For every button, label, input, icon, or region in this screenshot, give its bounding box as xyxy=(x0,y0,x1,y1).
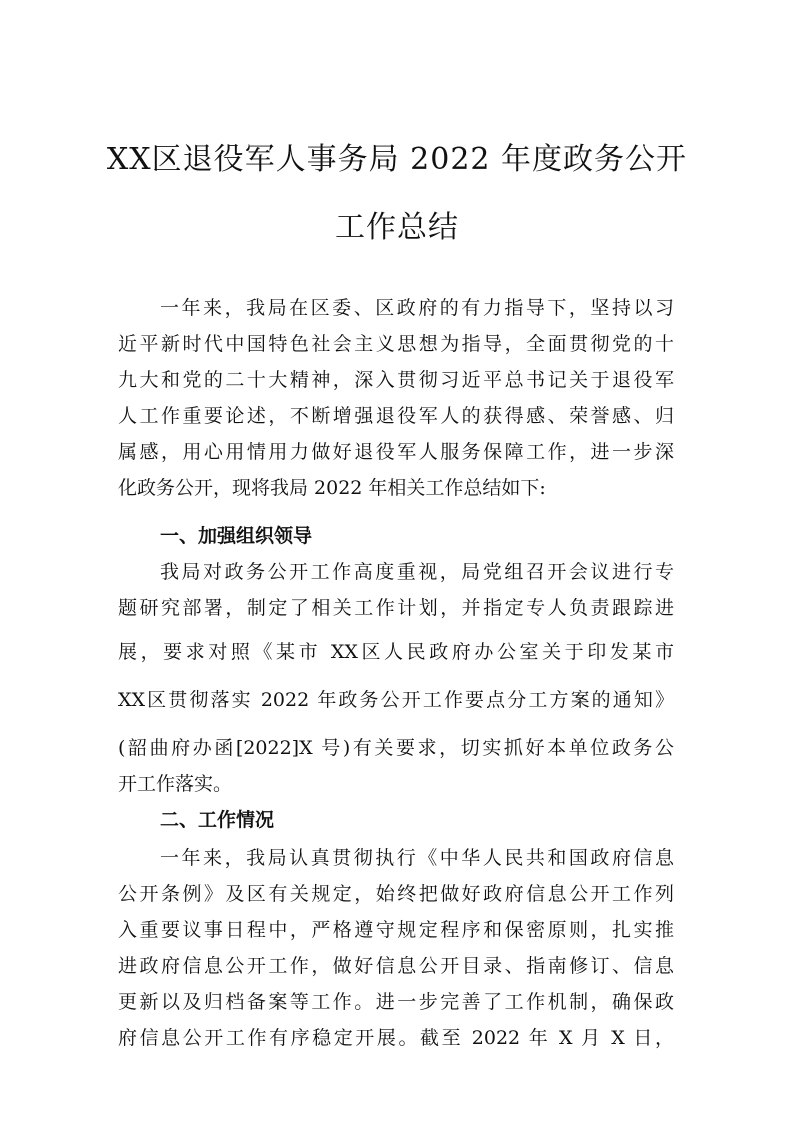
intro-line: 人工作重要论述，不断增强退役军人的获得感、荣誉感、归 xyxy=(118,405,674,427)
intro-line: 一年来，我局在区委、区政府的有力指导下，坚持以习 xyxy=(160,297,674,319)
section2-line: 公开条例》及区有关规定，始终把做好政府信息公开工作列 xyxy=(118,883,674,905)
document-title-line-1: XX区退役军人事务局 2022 年度政务公开 xyxy=(106,142,688,177)
intro-line: 属感，用心用情用力做好退役军人服务保障工作，进一步深 xyxy=(118,441,674,463)
section1-line: 题研究部署，制定了相关工作计划，并指定专人负责跟踪进 xyxy=(118,597,674,619)
intro-line: 化政务公开，现将我局 2022 年相关工作总结如下: xyxy=(118,477,546,499)
section2-line: 一年来，我局认真贯彻执行《中华人民共和国政府信息 xyxy=(160,847,674,869)
section1-line: (韶曲府办函[2022]X 号)有关要求，切实抓好本单位政务公 xyxy=(118,737,674,759)
section1-line: 我局对政务公开工作高度重视，局党组召开会议进行专 xyxy=(160,561,674,583)
section1-line: 开工作落实。 xyxy=(118,773,233,795)
intro-line: 近平新时代中国特色社会主义思想为指导，全面贯彻党的十 xyxy=(118,333,674,355)
intro-line: 九大和党的二十大精神，深入贯彻习近平总书记关于退役军 xyxy=(118,369,674,391)
section2-line: 更新以及归档备案等工作。进一步完善了工作机制，确保政 xyxy=(118,991,674,1013)
section1-line: XX区贯彻落实 2022 年政务公开工作要点分工方案的通知》 xyxy=(118,689,674,711)
section-heading-1: 一、加强组织领导 xyxy=(160,525,313,547)
section2-line: 进政府信息公开工作，做好信息公开目录、指南修订、信息 xyxy=(118,955,674,977)
section2-line: 入重要议事日程中，严格遵守规定程序和保密原则，扎实推 xyxy=(118,919,674,941)
section1-line: 展，要求对照《某市 XX区人民政府办公室关于印发某市 xyxy=(118,641,674,663)
section2-line: 府信息公开工作有序稳定开展。截至 2022 年 X 月 X 日， xyxy=(118,1027,674,1049)
document-title-line-2: 工作总结 xyxy=(335,210,459,245)
section-heading-2: 二、工作情况 xyxy=(160,809,275,831)
